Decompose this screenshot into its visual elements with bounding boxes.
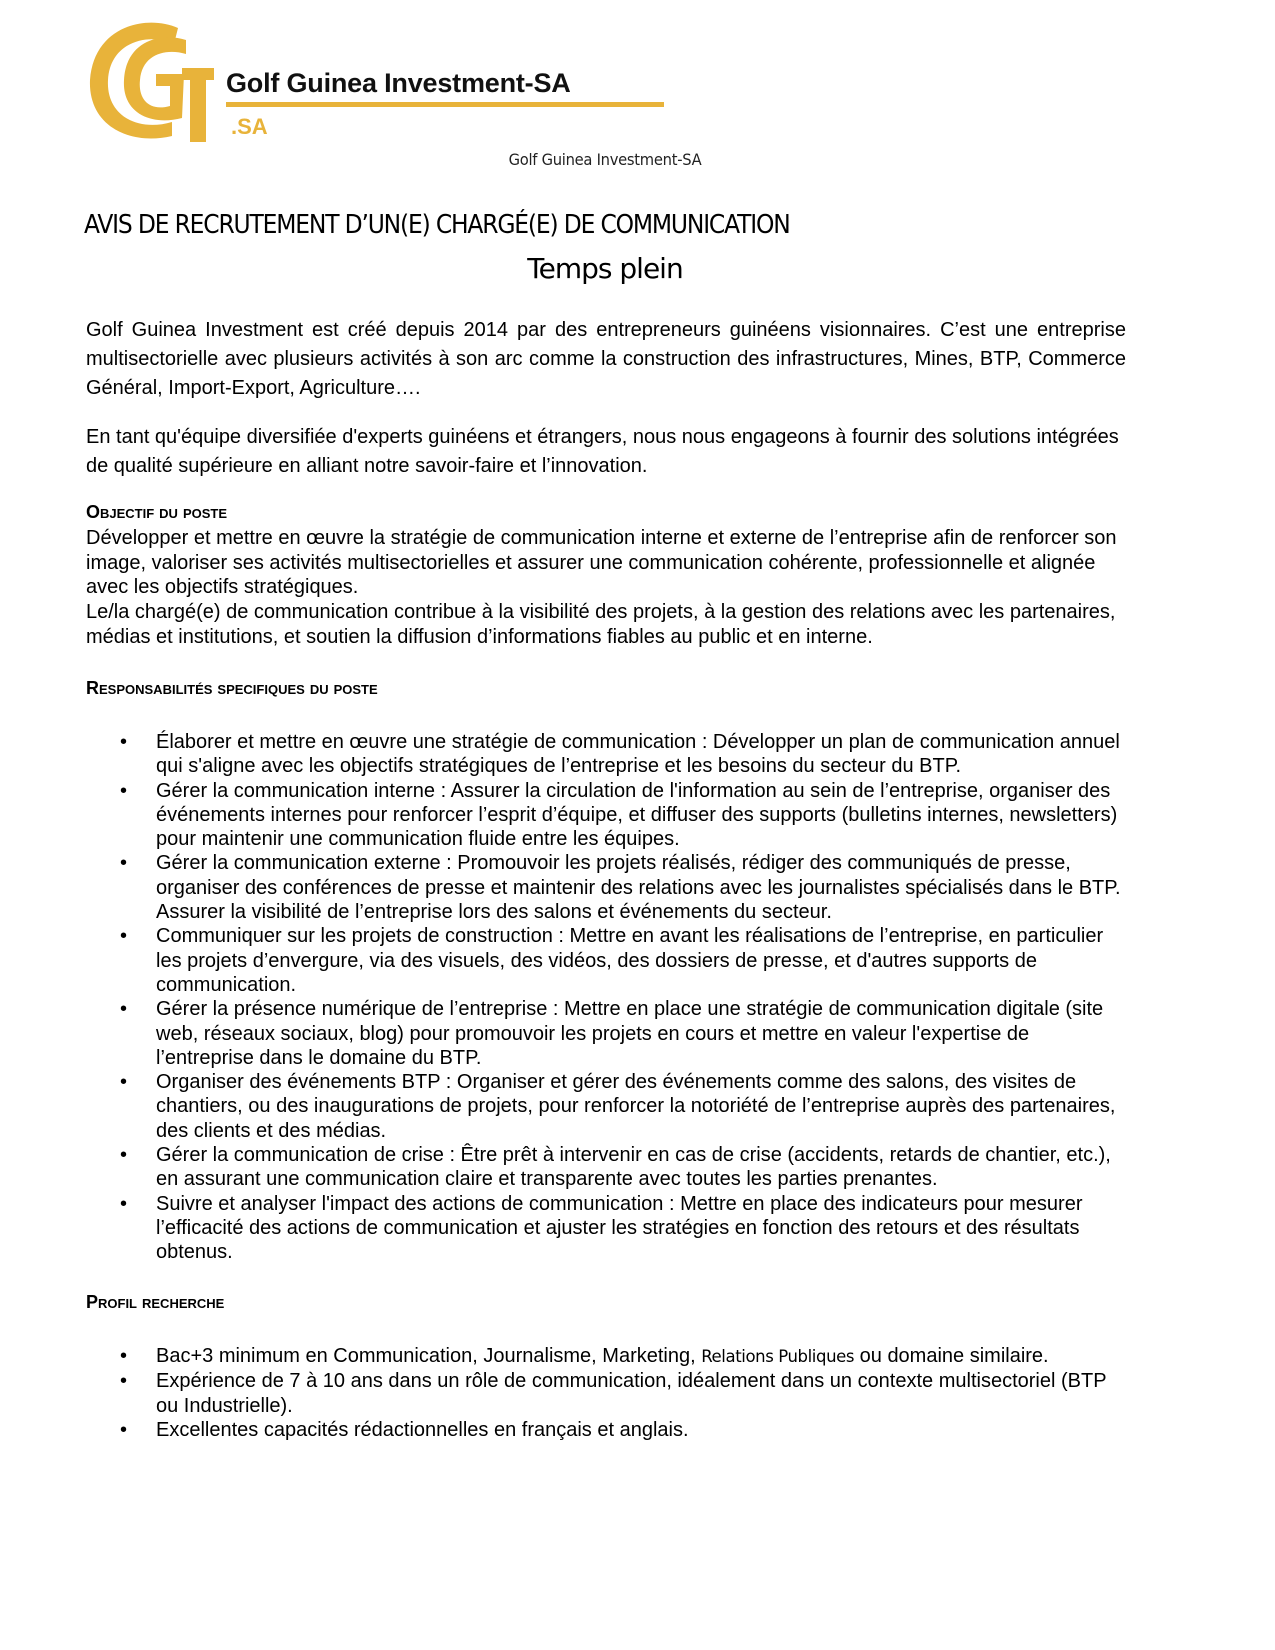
list-item-text: Suivre et analyser l'impact des actions de communication : Mettre en place des indicateurs pour mesurer l’efficacité des actions de communication et ajuster les stratégies en fonction des retours et des résultats obtenus. — [156, 1192, 1083, 1264]
list-item-text: Excellentes capacités rédactionnelles en français et anglais. — [156, 1418, 689, 1441]
list-item — [120, 1192, 1131, 1265]
intro-paragraph: Golf Guinea Investment est créé depuis 2014 par des entrepreneurs guinéens visionnaires. C’est une entreprise multisectorielle avec plusieurs activités à son arc comme la construction des infrastructures, Mines, BTP, Commerce Général, Import-Export, Agriculture…. — [86, 319, 1126, 399]
logo-company-name: Golf Guinea Investment-SA — [226, 68, 571, 98]
section-heading-profil: Profil recherche — [86, 1292, 225, 1312]
company-caption: Golf Guinea Investment-SA — [508, 150, 702, 169]
list-item — [120, 1070, 1131, 1143]
bullet-icon: • — [120, 998, 128, 1021]
logo-suffix: .SA — [231, 114, 268, 139]
list-item — [120, 1418, 1131, 1442]
list-item — [120, 779, 1131, 852]
bullet-icon: • — [120, 1071, 128, 1094]
list-item-text: Gérer la présence numérique de l’entreprise : Mettre en place une stratégie de communication digitale (site web, réseaux sociaux, blog) pour promouvoir les projets en cours et mettre en valeur l'expertise de l’entreprise dans le domaine du BTP. — [156, 998, 1104, 1069]
bullet-icon: • — [120, 1418, 128, 1441]
bullet-icon: • — [120, 1192, 128, 1215]
list-item-text: Gérer la communication de crise : Être prêt à intervenir en cas de crise (accidents, retards de chantier, etc.), en assurant une communication claire et transparente avec toutes les parties prenantes. — [156, 1144, 1111, 1191]
ggi-monogram-logo-icon — [86, 18, 246, 150]
bullet-icon: • — [120, 1144, 128, 1167]
list-item-text: Gérer la communication externe : Promouvoir les projets réalisés, rédiger des communiqués de presse, organiser des conférences de presse et maintenir des relations avec les journalistes spécialisés dans le BTP. Assurer la visibilité de l’entreprise lors des salons et événements du secteur. — [156, 852, 1121, 924]
responsabilites-list — [120, 730, 1131, 1265]
list-item — [120, 924, 1131, 997]
list-item — [120, 997, 1131, 1070]
section-heading-objectif: Objectif du poste — [86, 502, 228, 522]
page-title: AVIS DE RECRUTEMENT D’UN(E) CHARGÉ(E) DE COMMUNICATION — [84, 210, 790, 240]
list-item-text: Expérience de 7 à 10 ans dans un rôle de communication, idéalement dans un contexte multisectoriel (BTP ou Industrielle). — [156, 1370, 1107, 1417]
bullet-icon: • — [120, 852, 128, 875]
list-item — [120, 1143, 1131, 1192]
profil-list — [120, 1344, 1131, 1442]
company-logo — [86, 18, 606, 150]
list-item-text-end: ou domaine similaire. — [854, 1345, 1049, 1367]
section-heading-responsabilites: Responsabilités specifiques du poste — [86, 678, 378, 698]
list-item-text-highlight: Relations Publiques — [701, 1347, 855, 1366]
page-subtitle: Temps plein — [527, 252, 683, 285]
bullet-icon: • — [120, 1370, 128, 1393]
objectif-paragraph: Développer et mettre en œuvre la stratégie de communication interne et externe de l’entreprise afin de renforcer son image, valoriser ses activités multisectorielles et assurer une communication cohérente, professionnelle et alignée avec les objectifs stratégiques. — [86, 527, 1117, 598]
list-item-text: Communiquer sur les projets de construction : Mettre en avant les réalisations de l’entreprise, en particulier les projets d’envergure, via des visuels, des vidéos, des dossiers de presse, et d'autres supports de communication. — [156, 925, 1104, 996]
logo-underline — [226, 102, 664, 107]
objectif-paragraph-2: Le/la chargé(e) de communication contribue à la visibilité des projets, à la gestion des relations avec les partenaires, médias et institutions, et soutien la diffusion d’informations fiables au public et en interne. — [86, 601, 1116, 648]
list-item — [120, 851, 1131, 924]
list-item — [120, 730, 1131, 779]
list-item-text: Gérer la communication interne : Assurer la circulation de l'information au sein de l’entreprise, organiser des événements internes pour renforcer l’esprit d’équipe, et diffuser des supports (bulletins internes, newsletters) pour maintenir une communication fluide entre les équipes. — [156, 779, 1118, 851]
list-item — [120, 1369, 1131, 1418]
list-item — [120, 1344, 1131, 1369]
list-item-text: Bac+3 minimum en Communication, Journalisme, Marketing, — [156, 1345, 702, 1367]
bullet-icon: • — [120, 779, 128, 802]
bullet-icon: • — [120, 1345, 128, 1367]
list-item-text: Organiser des événements BTP : Organiser et gérer des événements comme des salons, des visites de chantiers, ou des inaugurations de projets, pour renforcer la notoriété de l’entreprise auprès des partenaires, des clients et des médias. — [156, 1071, 1116, 1142]
bullet-icon: • — [120, 731, 128, 753]
list-item-text: Élaborer et mettre en œuvre une stratégie de communication : Développer un plan de communication annuel qui s'aligne avec les objectifs stratégiques de l’entreprise et les besoins du secteur du BTP. — [156, 731, 1120, 778]
intro-paragraph-2: En tant qu'équipe diversifiée d'experts guinéens et étrangers, nous nous engageons à fournir des solutions intégrées de qualité supérieure en alliant notre savoir-faire et l’innovation. — [86, 426, 1119, 477]
bullet-icon: • — [120, 925, 128, 948]
